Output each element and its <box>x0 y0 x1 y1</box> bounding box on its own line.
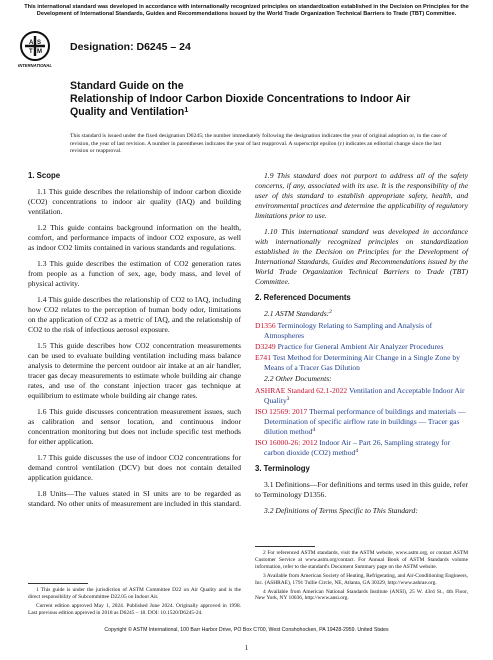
para-1-10: 1.10 This international standard was developed in accordance with internationally recognized principles on standardization established in the Decision on Principles for the Development of International Standards, Guides and Recommendations issued by the World Trade Organization Technical Barriers to Trade (TBT) Committee. <box>255 227 468 286</box>
reference-item[interactable]: E741 Test Method for Determining Air Change in a Single Zone by Means of a Tracer Gas Dilution <box>255 353 460 372</box>
footnote-rule <box>255 546 315 547</box>
title-line-2: Relationship of Indoor Carbon Dioxide Concentrations to Indoor Air Quality and Ventilation <box>70 93 411 118</box>
para-1-3: 1.3 This guide describes the estimation of CO2 generation rates from people as a function of sex, age, body mass, and level of physical activity. <box>28 259 241 288</box>
page-number: 1 <box>244 644 249 652</box>
para-1-8: 1.8 Units—The values stated in SI units are to be regarded as standard. No other units of measurement are included in this standard. <box>28 489 241 508</box>
top-note: This international standard was developed in accordance with internationally recognized principles on standardization established in the Decision on Principles for the Development of International Standards, Guides and Recommendations issued by the World Trade Organization Technical Barriers to Trade (TBT) Committee. <box>24 4 469 18</box>
reference-item[interactable]: ISO 12569: 2017 Thermal performance of buildings and materials — Determination of specific airflow rate in buildings — Tracer gas dilution method$^4$ <box>255 407 466 436</box>
terminology-heading: 3. Terminology <box>255 464 310 473</box>
para-1-4: 1.4 This guide describes the relationship of CO2 to IAQ, including how CO2 relates to the perception of human body odor, limitations on the application of CO2 as a metric of IAQ, and the relationship of CO2 to the risk of infectious aerosol exposure. <box>28 295 241 334</box>
para-1-2: 1.2 This guide contains background information on the health, comfort, and performance impacts of indoor CO2 exposure, as well as indoor CO2 limits contained in various standards and regulations. <box>28 223 241 252</box>
para-1-9: 1.9 This standard does not purport to address all of the safety concerns, if any, associated with its use. It is the responsibility of the user of this standard to establish appropriate safety, health, and environmental practices and determine the applicability of regulatory limitations prior to use. <box>255 171 468 220</box>
footnote-2: 2 For referenced ASTM standards, visit the ASTM website, www.astm.org, or contact ASTM Customer Service at www.astm.org/contact. For Annual Book of ASTM Standards volume information, refer to the standard's Document Summary page on the ASTM website. <box>255 550 468 570</box>
right-footnotes <box>255 546 468 604</box>
astm-logo <box>18 30 52 70</box>
referenced-documents-heading: 2. Referenced Documents <box>255 293 351 302</box>
other-documents-label: 2.2 Other Documents: <box>264 374 332 383</box>
reference-item[interactable]: ASHRAE Standard 62.1-2022 Ventilation and Acceptable Indoor Air Quality$^3$ <box>255 386 465 405</box>
reference-item[interactable]: D1356 Terminology Relating to Sampling and Analysis of Atmospheres <box>255 321 433 340</box>
svg-text:M: M <box>37 49 42 55</box>
copyright-footer: Copyright © ASTM International, 100 Barr Harbor Drive, PO Box C700, West Conshohocken, PA 19428-2959. United States <box>104 627 389 633</box>
svg-text:S: S <box>37 40 42 46</box>
footnote-4: 4 Available from American National Standards Institute (ANSI), 25 W. 43rd St., 4th Floor, New York, NY 10036, http://www.ansi.org. <box>255 588 468 602</box>
footnote-3: 3 Available from American Society of Heating, Refrigerating, and Air-Conditioning Engineers, Inc. (ASHRAE), 1791 Tullie Circle, NE, Atlanta, GA 30329, http://www.ashrae.org. <box>255 572 468 586</box>
astm-standards-label: 2.1 ASTM Standards: <box>264 309 330 318</box>
para-3-2: 3.2 Definitions of Terms Specific to This Standard: <box>264 506 418 515</box>
para-1-6: 1.6 This guide discusses concentration measurement issues, such as calibration and sensor location, and continuous indoor concentration monitoring but does not include specific test methods for either application. <box>28 407 241 446</box>
footnote-rule <box>28 583 88 584</box>
document-title <box>70 80 430 119</box>
reference-item[interactable]: ISO 16000-26: 2012 Indoor Air – Part 26, Sampling strategy for carbon dioxide (CO2) method$^4$ <box>255 438 451 457</box>
right-column <box>255 171 468 522</box>
scope-heading: 1. Scope <box>28 171 61 180</box>
para-3-1: 3.1 Definitions—For definitions and terms used in this guide, refer to Terminology D1356. <box>255 480 468 499</box>
left-column <box>28 171 241 515</box>
title-footnote-ref: 1 <box>184 105 189 114</box>
left-footnotes <box>28 583 241 619</box>
title-line-1: Standard Guide on the <box>70 80 184 92</box>
footnote-1: 1 This guide is under the jurisdiction of ASTM Committee D22 on Air Quality and is the direct responsibility of Subcommittee D22.05 on Indoor Air. <box>28 587 241 600</box>
astm-standards-footnote-ref: 2 <box>329 309 332 315</box>
svg-text:T: T <box>29 49 33 55</box>
reference-item[interactable]: D3249 Practice for General Ambient Air Analyzer Procedures <box>255 342 444 351</box>
designation: Designation: D6245 – 24 <box>70 41 191 53</box>
para-1-1: 1.1 This guide describes the relationship of indoor carbon dioxide (CO2) concentrations to indoor air quality (IAQ) and building ventilation. <box>28 187 241 216</box>
issued-note: This standard is issued under the fixed designation D6245; the number immediately following the designation indicates the year of original adoption or, in the case of revision, the year of last revision. A number in parentheses indicates the year of last reapproval. A superscript epsilon (ε) indicates an editorial change since the last revision or reapproval. <box>70 133 447 154</box>
para-1-7: 1.7 This guide discusses the use of indoor CO2 concentrations for demand control ventilation (DCV) but does not contain detailed application guidance. <box>28 453 241 482</box>
svg-text:A: A <box>29 40 34 46</box>
footnote-1-edition: Current edition approved May 1, 2024. Published June 2024. Originally approved in 1998. Last previous edition approved in 2018 as D6245 – 18. DOI: 10.1520/D6245-24. <box>28 602 241 616</box>
logo-text: INTERNATIONAL <box>18 63 52 68</box>
para-1-5: 1.5 This guide describes how CO2 concentration measurements can be used to evaluate building ventilation including mass balance analysis to determine the percent outdoor air intake at an air handler, tracer gas decay measurements to estimate whole building air change rates, and use of the constant injection tracer gas technique at equilibrium to estimate whole building air change rates. <box>28 341 241 400</box>
